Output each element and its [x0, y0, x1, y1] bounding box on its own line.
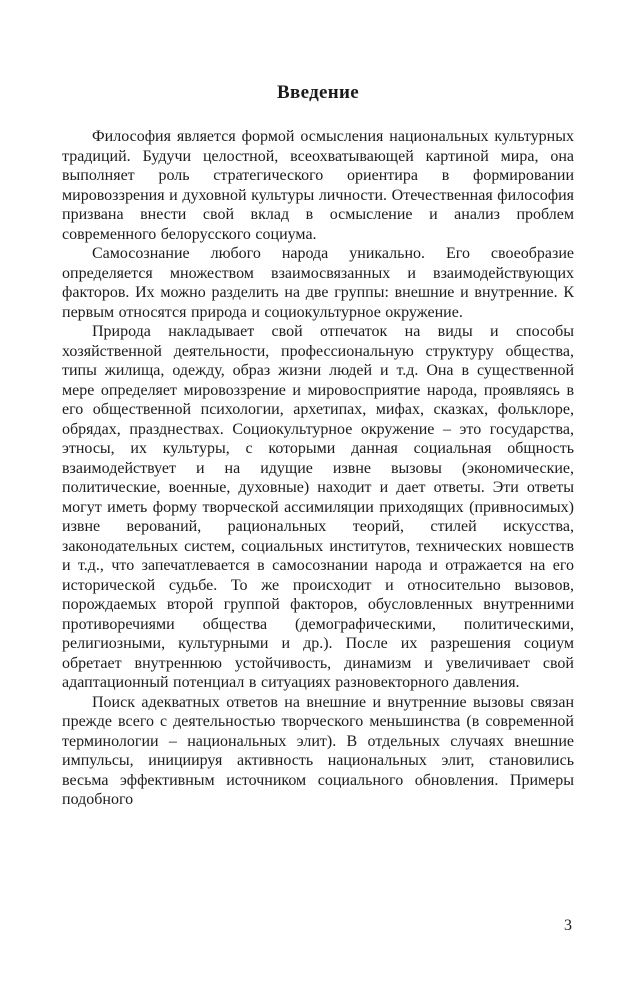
chapter-title: Введение [277, 82, 359, 103]
page-number: 3 [564, 917, 572, 934]
paragraph-2: Самосознание любого народа уникально. Его своеобразие определяется множеством взаимосвязанных и взаимодействующих факторов. Их можно разделить на две группы: внешние и внутренние. К первым относятся природа и социокультурное окружение. [62, 245, 574, 321]
page-content [62, 82, 574, 810]
paragraph-1: Философия является формой осмысления национальных культурных традиций. Будучи целостной, всеохватывающей картиной мира, она выполняет роль стратегического ориентира в формировании мировоззрения и духовной культуры личности. Отечественная философия призвана внести свой вклад в осмысление и анализ проблем современного белорусского социума. [62, 128, 574, 243]
paragraph-3: Природа накладывает свой отпечаток на виды и способы хозяйственной деятельности, профессиональную структуру общества, типы жилища, одежду, образ жизни людей и т.д. Она в существенной мере определяет мировоззрение и мировосприятие народа, проявляясь в его общественной психологии, архетипах, мифах, сказках, фольклоре, обрядах, празднествах. Социокультурное окружение – это государства, этносы, их культуры, с которыми данная социальная общность взаимодействует и на идущие извне вызовы (экономические, политические, военные, духовные) находит и дает ответы. Эти ответы могут иметь форму творческой ассимиляции приходящих (привносимых) извне верований, рациональных теорий, стилей искусства, законодательных систем, социальных институтов, технических новшеств и т.д., что запечатлевается в самосознании народа и отражается на его исторической судьбе. То же происходит и относительно вызовов, порождаемых второй группой факторов, обусловленных внутренними противоречиями общества (демографическими, политическими, религиозными, культурными и др.). После их разрешения социум обретает внутреннюю устойчивость, динамизм и увеличивает свой адаптационный потенциал в ситуациях разновекторного давления. [62, 323, 574, 691]
paragraph-4: Поиск адекватных ответов на внешние и внутренние вызовы связан прежде всего с деятельностью творческого меньшинства (в современной терминологии – национальных элит). В отдельных случаях внешние импульсы, инициируя активность национальных элит, становились весьма эффективным источником социального обновления. Примеры подобного [62, 693, 574, 808]
